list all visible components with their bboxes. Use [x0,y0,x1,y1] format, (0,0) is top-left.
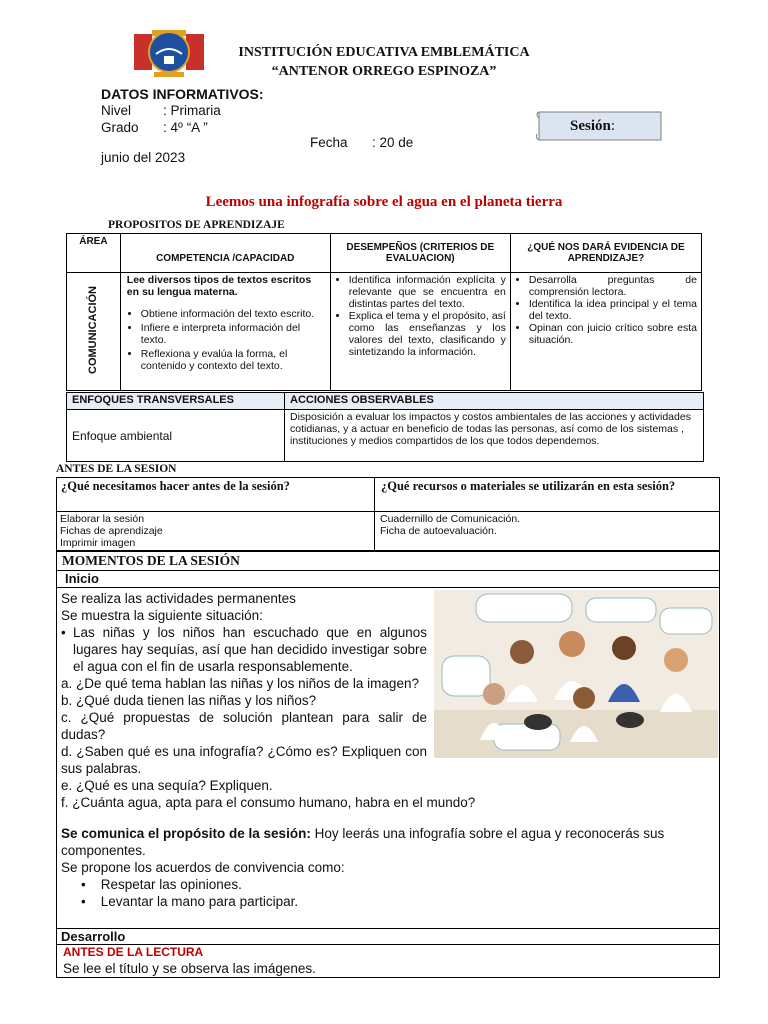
desarrollo-label: Desarrollo [57,929,720,945]
evidencia-list [515,274,697,346]
question-e: e. ¿Qué es una sequía? Expliquen. [61,778,273,793]
competencia-cell [120,273,330,391]
list-item: • Opinan con juicio crítico sobre esta situación. [529,322,697,346]
question-a: a. ¿De qué tema hablan las niñas y los niños de la imagen? [61,676,419,691]
fecha-label: Fecha [310,135,348,150]
antes-lectura-title: ANTES DE LA LECTURA [63,945,204,959]
sesion-label: Sesión: [570,118,616,134]
acuerdos-list [61,876,715,910]
list-item: Ficha de autoevaluación. [380,525,497,537]
enfoques-table [66,392,704,462]
question-c: c. ¿Qué propuestas de solución plantean para salir de dudas? [61,710,427,742]
list-item: • Respetar las opiniones. [81,877,242,892]
capacidades-list [127,308,324,372]
enfoque-actions: Disposición a evaluar los impactos y costos ambientales de las acciones y actividades cotidianas, y a actuar en beneficio de todas las personas, así como de los sistemas , instituciones y medios compartidos de los que todos dependemos. [285,410,704,462]
evidencia-cell [510,273,701,391]
permanentes-line: Se realiza las actividades permanentes [61,591,296,606]
antes-left-cell [57,512,375,551]
list-item: • Infiere e interpreta información del texto. [141,322,324,346]
list-item: Cuadernillo de Comunicación. [380,513,521,525]
list-item: • Reflexiona y evalúa la forma, el contenido y contexto del texto. [141,348,324,372]
antes-question-left: ¿Qué necesitamos hacer antes de la sesión? [57,478,375,512]
purposes-table [66,233,702,391]
list-item: Fichas de aprendizaje [60,525,163,537]
desarrollo-content [57,945,720,978]
info-title: DATOS INFORMATIVOS: [101,86,264,102]
desempenos-list [335,274,506,358]
lectura-line: Se lee el título y se observa las imágenes. [63,961,316,976]
list-item: • Explica el tema y el propósito, así como las enseñanzas y los valores del texto, clasificando y sintetizando la información. [349,310,506,358]
antes-title: ANTES DE LA SESION [56,463,177,475]
competencia-title: Lee diversos tipos de textos escritos en su lengua materna. [126,274,312,298]
area-name: COMUNICACIÓN [87,286,100,374]
list-item: • Desarrolla preguntas de comprensión lectora. [529,274,697,298]
situacion-line: Se muestra la siguiente situación: [61,608,263,623]
enfoques-header: ENFOQUES TRANSVERSALES [67,393,285,410]
question-b: b. ¿Qué duda tienen las niñas y los niños? [61,693,317,708]
situacion-bullet: • Las niñas y los niños han escuchado que en algunos lugares hay sequías, así que han decidido investigar sobre el agua con el fin de usarla responsablemente. [61,625,427,674]
antes-right-cell [375,512,720,551]
acuerdos-line: Se propone los acuerdos de convivencia como: [61,860,345,875]
header-evidencia: ¿QUÉ NOS DARÁ EVIDENCIA DE APRENDIZAJE? [510,234,701,273]
list-item: • Identifica la idea principal y el tema del texto. [529,298,697,322]
enfoque-name: Enfoque ambiental [67,410,285,462]
nivel-label: Nivel [101,103,132,118]
area-cell [67,273,121,391]
header-area: ÁREA [67,234,121,273]
fecha-value: : 20 de [372,135,414,150]
fecha-continued: junio del 2023 [101,150,186,165]
school-name: “ANTENOR ORREGO ESPINOZA” [271,64,497,79]
acciones-header: ACCIONES OBSERVABLES [285,393,704,410]
children-discussion-illustration [434,590,718,758]
antes-question-right: ¿Qué recursos o materiales se utilizarán en esta sesión? [375,478,720,512]
purposes-title: PROPOSITOS DE APRENDIZAJE [108,219,285,231]
list-item: • Identifica información explícita y relevante que se encuentra en distintas partes del texto. [349,274,506,310]
list-item: • Levantar la mano para participar. [81,894,299,909]
inicio-label: Inicio [57,571,720,588]
question-f: f. ¿Cuánta agua, apta para el consumo humano, habra en el mundo? [61,795,476,810]
grado-label: Grado [101,120,139,135]
lesson-title: Leemos una infografía sobre el agua en el planeta tierra [205,194,563,210]
purpose-statement: Se comunica el propósito de la sesión: Hoy leerás una infografía sobre el agua y reconocerás sus componentes. [61,826,665,858]
header-desempenos: DESEMPEÑOS (CRITERIOS DE EVALUACION) [330,234,510,273]
list-item: Elaborar la sesión [60,513,145,525]
antes-table [56,477,720,551]
list-item: Imprimir imagen [60,537,136,549]
momentos-title: MOMENTOS DE LA SESIÓN [57,552,720,571]
header-competencia: COMPETENCIA /CAPACIDAD [120,234,330,273]
desempenos-cell [330,273,510,391]
nivel-value: : Primaria [163,103,221,118]
question-d: d. ¿Saben qué es una infografía? ¿Cómo es? Expliquen con sus palabras. [61,744,427,776]
list-item: • Obtiene información del texto escrito. [141,308,324,320]
grado-value: : 4º “A ” [163,120,208,135]
institution-title: INSTITUCIÓN EDUCATIVA EMBLEMÁTICA [238,45,530,60]
